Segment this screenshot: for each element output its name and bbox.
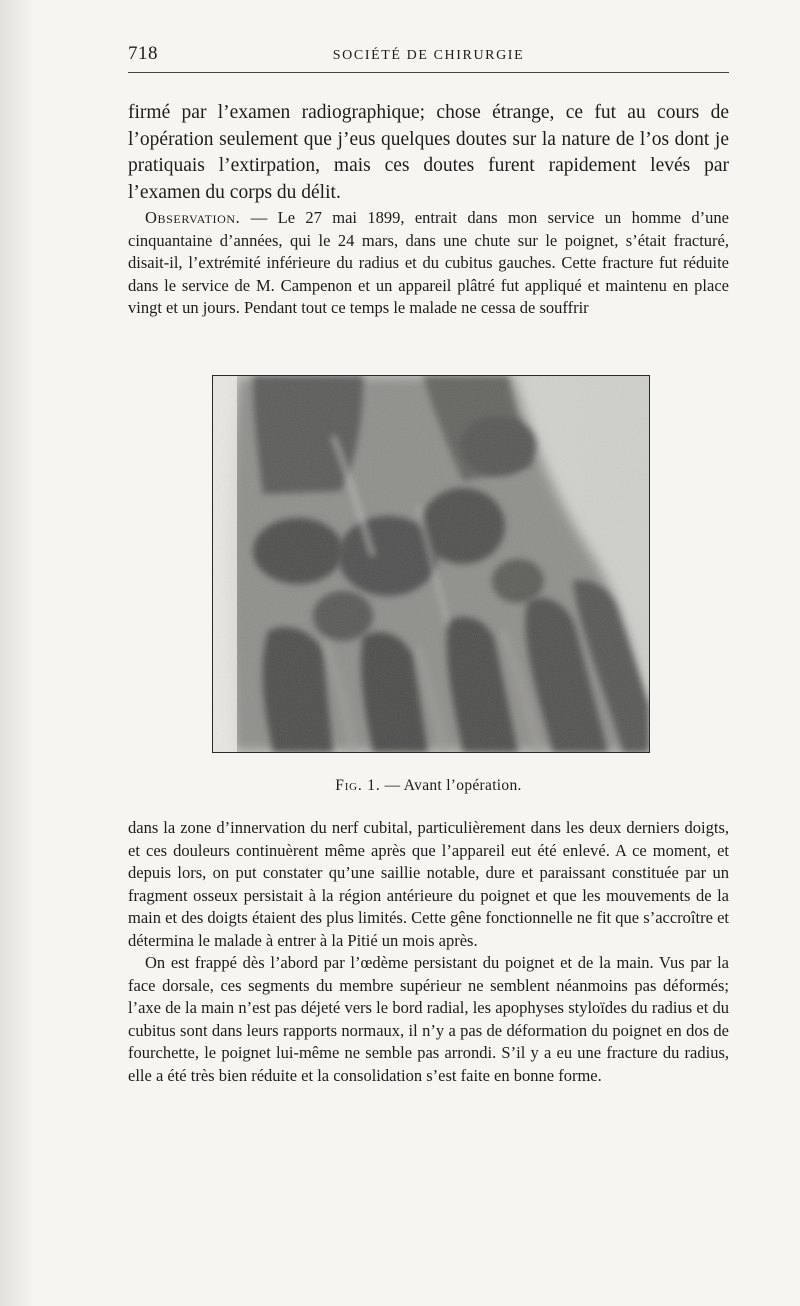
lead-paragraph: firmé par l’examen radiographique; chose étrange, ce fut au cours de l’opération seulement que j’eus quelques doutes sur la nature de l’os dont je pratiquais l’extirpation, mais ces doutes furent rapidement levés par l’examen du corps du délit. (128, 102, 729, 203)
observation-text-block (128, 207, 729, 320)
page-margin-shadow (0, 0, 34, 1306)
lead-text-block (128, 100, 729, 206)
figure-caption-text: — Avant l’opération. (380, 777, 522, 794)
observation-paragraph (128, 207, 729, 320)
observation-label: Observation. (145, 208, 241, 227)
wrist-radiograph-image (213, 376, 649, 752)
radiograph-figure (212, 375, 650, 753)
figure-caption (128, 777, 729, 795)
running-head: SOCIÉTÉ DE CHIRURGIE (332, 48, 525, 63)
page-header (128, 40, 729, 74)
continuation-paragraph-2: On est frappé dès l’abord par l’œdème persistant du poignet et de la main. Vus par la face dorsale, ces segments du membre supérieur ne semblent néanmoins pas déformés; l’axe de la main n’est pas déjeté vers le bord radial, les apophyses styloïdes du radius et du cubitus sont dans leurs rapports normaux, il n’y a pas de déformation du poignet en dos de fourchette, le poignet lui-même ne semble pas arrondi. S’il y a eu une fracture du radius, elle a été très bien réduite et la consolidation s’est faite en bonne forme. (128, 953, 729, 1085)
page-number: 718 (128, 43, 158, 64)
header-rule (128, 72, 729, 73)
figure-label: Fig. 1. (335, 777, 381, 794)
continuation-text-block (128, 817, 729, 1087)
continuation-paragraph-1: dans la zone d’innervation du nerf cubital, particulièrement dans les deux derniers doigts, et ces douleurs continuèrent même après que l’appareil eut été enlevé. A ce moment, et depuis lors, on put constater qu’une saillie notable, dure et paraissant constituée par un fragment osseux persistait à la région antérieure du poignet et que les mouvements de la main et des doigts étaient des plus limités. Cette gêne fonctionnelle ne fit que s’accroître et détermina le malade à entrer à la Pitié un mois après. (128, 818, 729, 950)
observation-text: — Le 27 mai 1899, entrait dans mon service un homme d’une cinquantaine d’années, qui le 24 mars, dans une chute sur le poignet, s’était fracturé, disait-il, l’extrémité inférieure du radius et du cubitus gauches. Cette fracture fut réduite dans le service de M. Campenon et un appareil plâtré fut appliqué et maintenu en place vingt et un jours. Pendant tout ce temps le malade ne cessa de souffrir (128, 208, 729, 317)
